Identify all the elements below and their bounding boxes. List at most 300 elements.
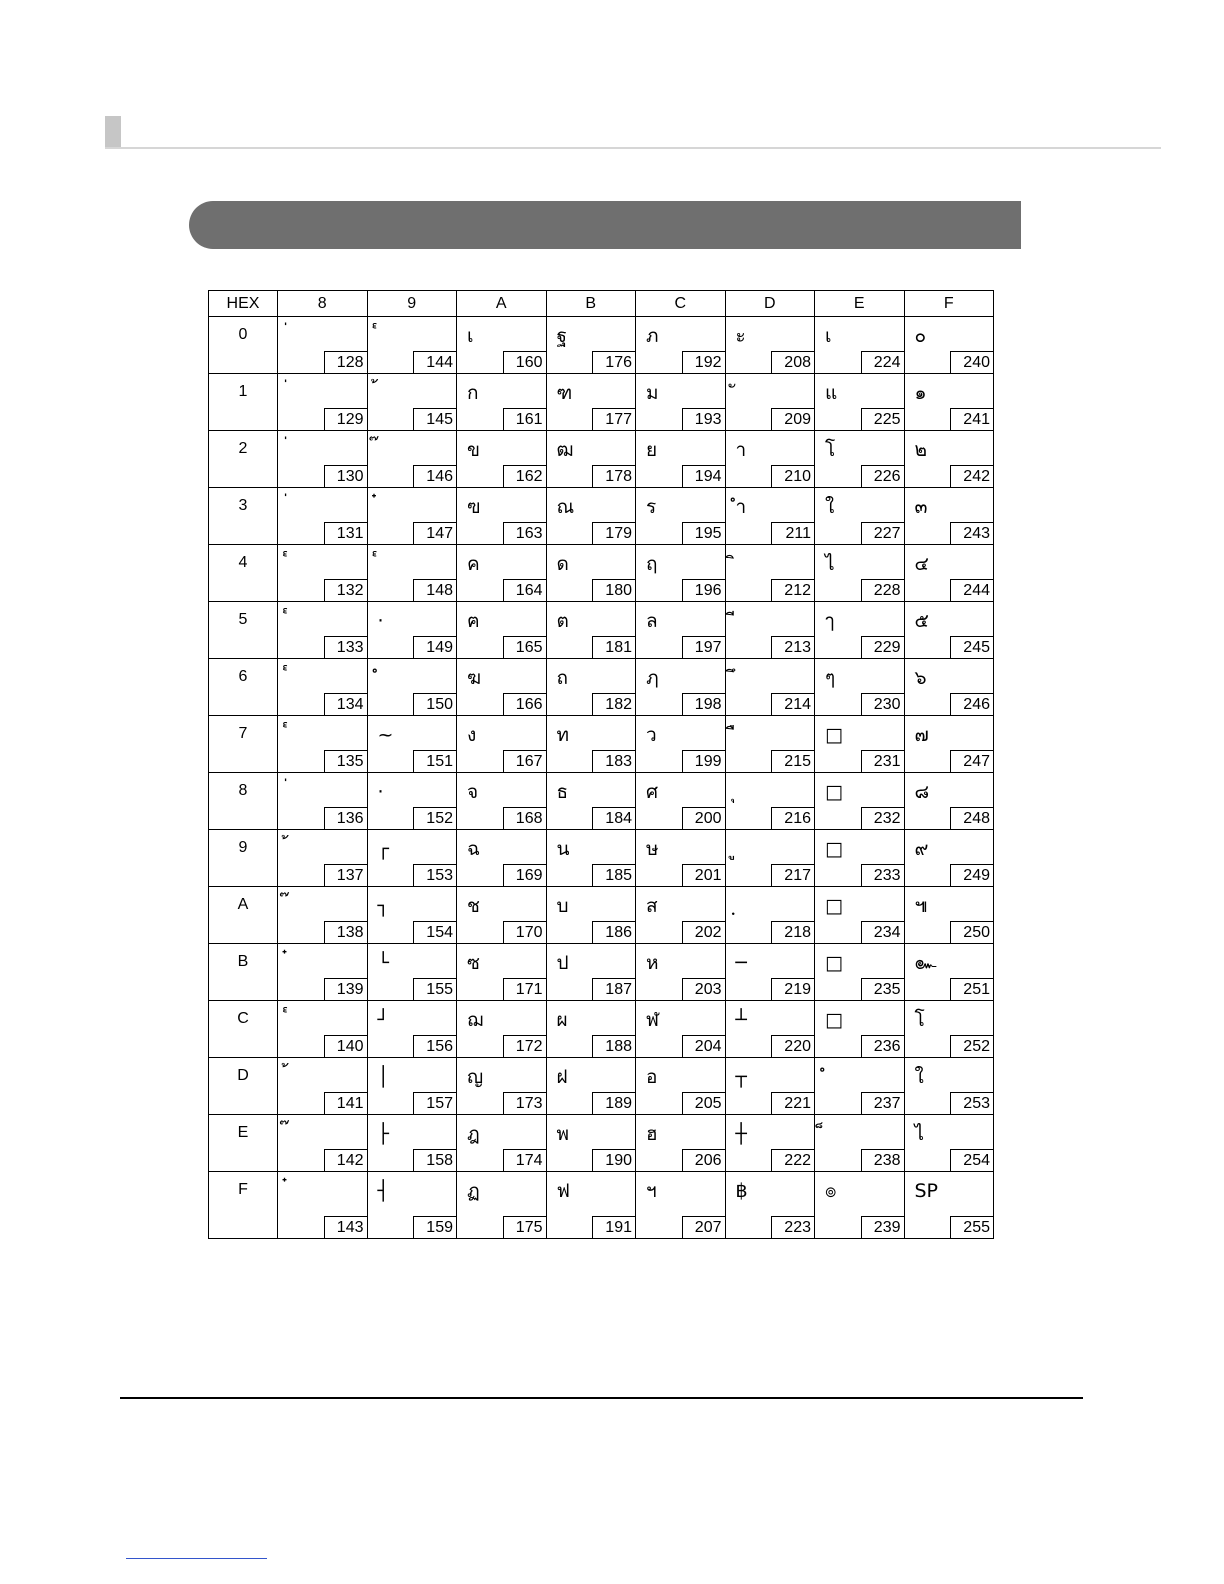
character-cell [636, 659, 726, 716]
character-glyph: ๛ [914, 952, 937, 974]
character-cell [815, 830, 905, 887]
character-cell [367, 317, 457, 374]
character-cell [815, 944, 905, 1001]
decimal-code: 207 [682, 1216, 726, 1239]
character-glyph: ๔ [914, 553, 929, 575]
decimal-code: 136 [324, 807, 368, 830]
character-cell [815, 317, 905, 374]
character-glyph: บ [556, 895, 569, 917]
decimal-code: 251 [950, 978, 994, 1001]
character-glyph: ฤ [646, 553, 658, 575]
character-glyph: ท [556, 724, 570, 746]
decimal-code: 214 [771, 693, 815, 716]
decimal-code: 185 [592, 864, 636, 887]
character-cell [725, 431, 815, 488]
character-glyph: โ [825, 439, 836, 461]
character-cell [546, 944, 636, 1001]
character-cell [457, 830, 547, 887]
character-cell [725, 488, 815, 545]
row-label: 6 [209, 659, 278, 716]
character-cell [278, 374, 368, 431]
character-glyph: ซ [467, 952, 480, 974]
decimal-code: 179 [592, 522, 636, 545]
table-row [209, 545, 994, 602]
character-cell [367, 1172, 457, 1239]
decimal-code: 149 [413, 636, 457, 659]
decimal-code: 249 [950, 864, 994, 887]
character-cell [367, 488, 457, 545]
character-cell [278, 1115, 368, 1172]
character-glyph: ฑ [556, 382, 573, 404]
decimal-code: 158 [413, 1149, 457, 1172]
decimal-code: 253 [950, 1092, 994, 1115]
decimal-code: 128 [324, 351, 368, 374]
character-glyph: ใ [914, 1066, 924, 1088]
row-label: 2 [209, 431, 278, 488]
decimal-code: 239 [861, 1216, 905, 1239]
character-cell [546, 317, 636, 374]
character-glyph: ไ [825, 553, 835, 575]
character-cell [815, 1172, 905, 1239]
decimal-code: 211 [771, 522, 815, 545]
decimal-code: 170 [503, 921, 547, 944]
character-glyph: □ [825, 895, 843, 917]
row-label: 9 [209, 830, 278, 887]
table-row [209, 944, 994, 1001]
decimal-code: 224 [861, 351, 905, 374]
character-glyph: ┤ [377, 1180, 389, 1202]
character-cell [904, 431, 994, 488]
character-cell [725, 545, 815, 602]
character-glyph: ศ [646, 781, 659, 803]
character-cell [278, 1172, 368, 1239]
character-cell [636, 1058, 726, 1115]
decimal-code: 240 [950, 351, 994, 374]
character-cell [278, 431, 368, 488]
character-cell [278, 1058, 368, 1115]
decimal-code: 153 [413, 864, 457, 887]
table-row [209, 374, 994, 431]
decimal-code: 203 [682, 978, 726, 1001]
decimal-code: 218 [771, 921, 815, 944]
character-glyph: ช [467, 895, 480, 917]
character-glyph: ค [467, 553, 480, 575]
table-row [209, 488, 994, 545]
character-cell [904, 1058, 994, 1115]
character-cell [904, 602, 994, 659]
character-cell [815, 1115, 905, 1172]
table-row [209, 1172, 994, 1239]
character-glyph: ๗ [914, 724, 929, 746]
row-label: 8 [209, 773, 278, 830]
decimal-code: 161 [503, 408, 547, 431]
character-glyph: ├ [377, 1123, 389, 1145]
decimal-code: 227 [861, 522, 905, 545]
character-cell [367, 545, 457, 602]
character-cell [725, 1172, 815, 1239]
character-glyph: ฮ [646, 1123, 658, 1145]
character-cell [457, 887, 547, 944]
decimal-code: 169 [503, 864, 547, 887]
decimal-code: 204 [682, 1035, 726, 1058]
decimal-code: 228 [861, 579, 905, 602]
character-glyph: ฯ [646, 1180, 657, 1202]
row-label: 1 [209, 374, 278, 431]
character-glyph: ๙ [914, 838, 929, 860]
character-glyph: ะ [735, 325, 746, 347]
character-cell [457, 1001, 547, 1058]
character-cell [904, 1172, 994, 1239]
character-cell [636, 887, 726, 944]
table-row [209, 431, 994, 488]
character-cell [457, 488, 547, 545]
decimal-code: 237 [861, 1092, 905, 1115]
decimal-code: 183 [592, 750, 636, 773]
section-marker [105, 116, 121, 148]
table-row [209, 830, 994, 887]
column-header: 8 [278, 291, 368, 317]
decimal-code: 238 [861, 1149, 905, 1172]
character-glyph: ─ [735, 952, 747, 974]
table-row [209, 1115, 994, 1172]
character-glyph: จ [467, 781, 479, 803]
column-header: B [546, 291, 636, 317]
decimal-code: 208 [771, 351, 815, 374]
character-cell [904, 773, 994, 830]
character-glyph: อ [646, 1066, 658, 1088]
character-cell [636, 944, 726, 1001]
decimal-code: 168 [503, 807, 547, 830]
table-row [209, 773, 994, 830]
row-label: C [209, 1001, 278, 1058]
character-glyph: ย [646, 439, 658, 461]
decimal-code: 205 [682, 1092, 726, 1115]
row-label: B [209, 944, 278, 1001]
decimal-code: 226 [861, 465, 905, 488]
row-label: 7 [209, 716, 278, 773]
section-title-bar [189, 201, 1021, 249]
character-glyph: ๓ [914, 496, 928, 518]
character-cell [367, 716, 457, 773]
decimal-code: 162 [503, 465, 547, 488]
character-glyph: · [377, 781, 384, 803]
decimal-code: 148 [413, 579, 457, 602]
decimal-code: 229 [861, 636, 905, 659]
character-cell [636, 773, 726, 830]
table-row [209, 1058, 994, 1115]
character-cell [904, 716, 994, 773]
character-cell [904, 1001, 994, 1058]
character-cell [815, 602, 905, 659]
character-glyph: □ [825, 781, 843, 803]
character-glyph: ภ [646, 325, 659, 347]
decimal-code: 165 [503, 636, 547, 659]
character-cell [546, 1115, 636, 1172]
decimal-code: 146 [413, 465, 457, 488]
decimal-code: 147 [413, 522, 457, 545]
decimal-code: 190 [592, 1149, 636, 1172]
character-glyph: ๕ [914, 610, 929, 632]
character-cell [457, 602, 547, 659]
decimal-code: 133 [324, 636, 368, 659]
character-glyph: ฉ [467, 838, 480, 860]
character-cell [367, 374, 457, 431]
decimal-code: 194 [682, 465, 726, 488]
character-glyph: ┐ [377, 895, 389, 917]
character-glyph: □ [825, 1009, 843, 1031]
character-glyph: ผ [556, 1009, 568, 1031]
decimal-code: 250 [950, 921, 994, 944]
decimal-code: 210 [771, 465, 815, 488]
character-glyph: ฃ [467, 496, 481, 518]
decimal-code: 163 [503, 522, 547, 545]
row-label: 5 [209, 602, 278, 659]
column-header: E [815, 291, 905, 317]
decimal-code: 225 [861, 408, 905, 431]
character-glyph: ด [556, 553, 569, 575]
decimal-code: 188 [592, 1035, 636, 1058]
table-row [209, 887, 994, 944]
character-glyph: ๘ [914, 781, 930, 803]
decimal-code: 248 [950, 807, 994, 830]
character-glyph: ฿ [735, 1180, 748, 1202]
row-label: 0 [209, 317, 278, 374]
table-row [209, 659, 994, 716]
character-glyph: ข [467, 439, 480, 461]
character-cell [367, 1001, 457, 1058]
character-cell [815, 545, 905, 602]
character-cell [278, 716, 368, 773]
decimal-code: 215 [771, 750, 815, 773]
character-cell [636, 317, 726, 374]
column-header: 9 [367, 291, 457, 317]
character-glyph: ฆ [467, 667, 482, 689]
character-glyph: ฅ [467, 610, 480, 632]
character-cell [457, 944, 547, 1001]
character-cell [636, 716, 726, 773]
decimal-code: 138 [324, 921, 368, 944]
decimal-code: 234 [861, 921, 905, 944]
character-cell [725, 887, 815, 944]
decimal-code: 150 [413, 693, 457, 716]
character-cell [815, 488, 905, 545]
character-cell [904, 488, 994, 545]
character-cell [904, 374, 994, 431]
character-cell [367, 887, 457, 944]
decimal-code: 230 [861, 693, 905, 716]
decimal-code: 171 [503, 978, 547, 1001]
character-glyph: ฝ [556, 1066, 568, 1088]
decimal-code: 247 [950, 750, 994, 773]
decimal-code: 254 [950, 1149, 994, 1172]
decimal-code: 132 [324, 579, 368, 602]
decimal-code: 252 [950, 1035, 994, 1058]
character-cell [457, 545, 547, 602]
decimal-code: 160 [503, 351, 547, 374]
character-cell [815, 887, 905, 944]
character-glyph: │ [377, 1066, 389, 1088]
table-row [209, 317, 994, 374]
character-cell [457, 1115, 547, 1172]
character-glyph: ก [467, 382, 479, 404]
character-cell [546, 374, 636, 431]
decimal-code: 154 [413, 921, 457, 944]
decimal-code: 195 [682, 522, 726, 545]
character-cell [904, 545, 994, 602]
character-cell [457, 317, 547, 374]
character-cell [904, 1115, 994, 1172]
character-glyph: ๑ [914, 382, 927, 404]
row-label: A [209, 887, 278, 944]
decimal-code: 139 [324, 978, 368, 1001]
character-cell [457, 716, 547, 773]
decimal-code: 217 [771, 864, 815, 887]
decimal-code: 231 [861, 750, 905, 773]
character-glyph: ┴ [735, 1009, 747, 1031]
character-cell [904, 887, 994, 944]
character-cell [815, 773, 905, 830]
character-glyph: ไ [914, 1123, 925, 1145]
character-cell [457, 773, 547, 830]
decimal-code: 191 [592, 1216, 636, 1239]
row-label: D [209, 1058, 278, 1115]
character-cell [636, 602, 726, 659]
character-glyph: └ [377, 952, 389, 974]
hex-header: HEX [209, 291, 278, 317]
table-row [209, 716, 994, 773]
character-cell [546, 488, 636, 545]
decimal-code: 199 [682, 750, 726, 773]
decimal-code: 244 [950, 579, 994, 602]
decimal-code: 141 [324, 1092, 368, 1115]
character-glyph: □ [825, 838, 843, 860]
column-header: D [725, 291, 815, 317]
decimal-code: 202 [682, 921, 726, 944]
character-cell [815, 1001, 905, 1058]
character-glyph: น [556, 838, 570, 860]
decimal-code: 176 [592, 351, 636, 374]
decimal-code: 233 [861, 864, 905, 887]
character-glyph: ๅ [825, 610, 835, 632]
character-cell [815, 374, 905, 431]
character-glyph: ษ [646, 838, 659, 860]
character-glyph: ฟ [556, 1180, 570, 1202]
character-cell [815, 659, 905, 716]
character-cell [725, 773, 815, 830]
decimal-code: 220 [771, 1035, 815, 1058]
table-row [209, 602, 994, 659]
row-label: 3 [209, 488, 278, 545]
decimal-code: 173 [503, 1092, 547, 1115]
decimal-code: 198 [682, 693, 726, 716]
character-glyph: □ [825, 724, 843, 746]
character-cell [815, 716, 905, 773]
decimal-code: 184 [592, 807, 636, 830]
character-cell [278, 545, 368, 602]
character-cell [278, 830, 368, 887]
character-cell [636, 830, 726, 887]
decimal-code: 157 [413, 1092, 457, 1115]
decimal-code: 152 [413, 807, 457, 830]
character-cell [546, 602, 636, 659]
character-cell [457, 1058, 547, 1115]
decimal-code: 222 [771, 1149, 815, 1172]
decimal-code: 221 [771, 1092, 815, 1115]
character-glyph: □ [825, 952, 843, 974]
character-cell [725, 659, 815, 716]
decimal-code: 241 [950, 408, 994, 431]
character-cell [815, 1058, 905, 1115]
character-glyph: ณ [556, 496, 575, 518]
decimal-code: 246 [950, 693, 994, 716]
row-label: 4 [209, 545, 278, 602]
decimal-code: 174 [503, 1149, 547, 1172]
character-cell [546, 887, 636, 944]
character-glyph: ฌ [467, 1009, 484, 1031]
column-header: A [457, 291, 547, 317]
decimal-code: 242 [950, 465, 994, 488]
character-glyph: ┼ [735, 1123, 747, 1145]
character-glyph: พ [556, 1123, 570, 1145]
decimal-code: 131 [324, 522, 368, 545]
decimal-code: 167 [503, 750, 547, 773]
character-cell [546, 431, 636, 488]
character-glyph: ๒ [914, 439, 928, 461]
character-cell [636, 545, 726, 602]
table-body [209, 317, 994, 1239]
character-cell [904, 659, 994, 716]
character-glyph: ฐ [556, 325, 567, 347]
header-rule [105, 147, 1161, 149]
character-cell [367, 659, 457, 716]
decimal-code: 140 [324, 1035, 368, 1058]
character-cell [636, 431, 726, 488]
character-cell [815, 431, 905, 488]
character-cell [367, 1115, 457, 1172]
character-cell [546, 659, 636, 716]
character-glyph: ง [467, 724, 477, 746]
decimal-code: 186 [592, 921, 636, 944]
decimal-code: 155 [413, 978, 457, 1001]
character-cell [367, 944, 457, 1001]
column-header: F [904, 291, 994, 317]
character-glyph: ม [646, 382, 659, 404]
character-glyph: ๖ [914, 667, 927, 689]
decimal-code: 178 [592, 465, 636, 488]
decimal-code: 201 [682, 864, 726, 887]
character-glyph: เ [825, 325, 832, 347]
decimal-code: 145 [413, 408, 457, 431]
character-glyph: ๐ [914, 325, 927, 347]
character-cell [546, 716, 636, 773]
row-label: F [209, 1172, 278, 1239]
decimal-code: 187 [592, 978, 636, 1001]
table-header-row [209, 291, 994, 317]
decimal-code: 206 [682, 1149, 726, 1172]
character-glyph: ๏ [825, 1180, 837, 1202]
decimal-code: 243 [950, 522, 994, 545]
decimal-code: 135 [324, 750, 368, 773]
character-cell [725, 1058, 815, 1115]
decimal-code: 182 [592, 693, 636, 716]
character-glyph: ต [556, 610, 569, 632]
character-glyph: า [735, 439, 747, 461]
decimal-code: 172 [503, 1035, 547, 1058]
character-glyph: ป [556, 952, 569, 974]
character-glyph: ┌ [377, 838, 389, 860]
row-label: E [209, 1115, 278, 1172]
character-cell [725, 602, 815, 659]
